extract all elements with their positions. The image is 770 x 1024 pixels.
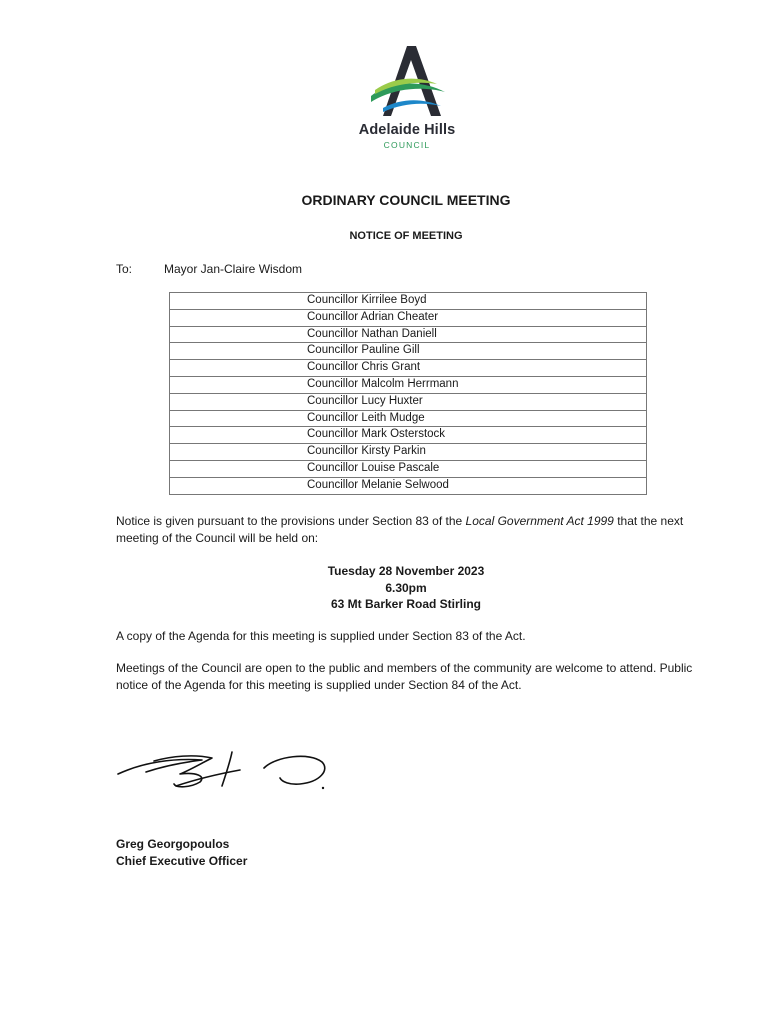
notice-paragraph: [116, 513, 696, 546]
councillor-name: Councillor Louise Pascale: [170, 460, 647, 477]
document-title: ORDINARY COUNCIL MEETING: [301, 192, 511, 208]
council-logo-mark-icon: [361, 44, 453, 120]
agenda-paragraph: A copy of the Agenda for this meeting is supplied under Section 83 of the Act.: [116, 629, 526, 643]
councillor-name: Councillor Leith Mudge: [170, 410, 647, 427]
table-row: [170, 410, 647, 427]
document-subtitle: NOTICE OF MEETING: [349, 230, 463, 242]
councillor-name: Councillor Adrian Cheater: [170, 309, 647, 326]
table-row: [170, 427, 647, 444]
councillor-name: Councillor Mark Osterstock: [170, 427, 647, 444]
signer-title: Chief Executive Officer: [116, 853, 248, 868]
table-row: [170, 293, 647, 310]
notice-text-start: Notice is given pursuant to the provisions under Section 83 of the: [116, 514, 466, 528]
councillor-name: Councillor Kirrilee Boyd: [170, 293, 647, 310]
mayor-name: Mayor Jan-Claire Wisdom: [164, 262, 303, 276]
councillor-name: Councillor Chris Grant: [170, 360, 647, 377]
signer-block: [116, 836, 247, 869]
table-row: [170, 393, 647, 410]
meeting-location: 63 Mt Barker Road Stirling: [330, 597, 482, 611]
councillor-name: Councillor Pauline Gill: [170, 343, 647, 360]
signature-icon: [114, 748, 344, 798]
table-row: [170, 309, 647, 326]
table-row: [170, 360, 647, 377]
councillor-name: Councillor Lucy Huxter: [170, 393, 647, 410]
councillor-name: Councillor Melanie Selwood: [170, 477, 647, 494]
table-row: [170, 444, 647, 461]
table-row: [170, 343, 647, 360]
act-name: Local Government Act 1999: [465, 514, 614, 528]
council-logo-name: Adelaide Hills: [358, 122, 456, 138]
table-row: [170, 477, 647, 494]
council-logo-subtitle: COUNCIL: [383, 140, 431, 150]
councillors-table: [169, 292, 647, 495]
table-row: [170, 376, 647, 393]
meeting-details: [0, 563, 770, 613]
meeting-date: Tuesday 28 November 2023: [327, 564, 485, 578]
table-row: [170, 326, 647, 343]
councillor-name: Councillor Malcolm Herrmann: [170, 376, 647, 393]
councillor-name: Councillor Nathan Daniell: [170, 326, 647, 343]
notice-text-end: that the next meeting of the Council will be held on:: [116, 514, 684, 545]
meeting-time: 6.30pm: [385, 580, 427, 595]
signer-name: Greg Georgopoulos: [116, 837, 230, 851]
councillor-name: Councillor Kirsty Parkin: [170, 444, 647, 461]
council-logo: [345, 44, 469, 154]
table-row: [170, 460, 647, 477]
to-label: To:: [116, 262, 133, 276]
public-paragraph: Meetings of the Council are open to the public and members of the community are welcome to attend. Public notice of the Agenda for this meeting is supplied under Section 84 of the Act.: [116, 661, 693, 692]
